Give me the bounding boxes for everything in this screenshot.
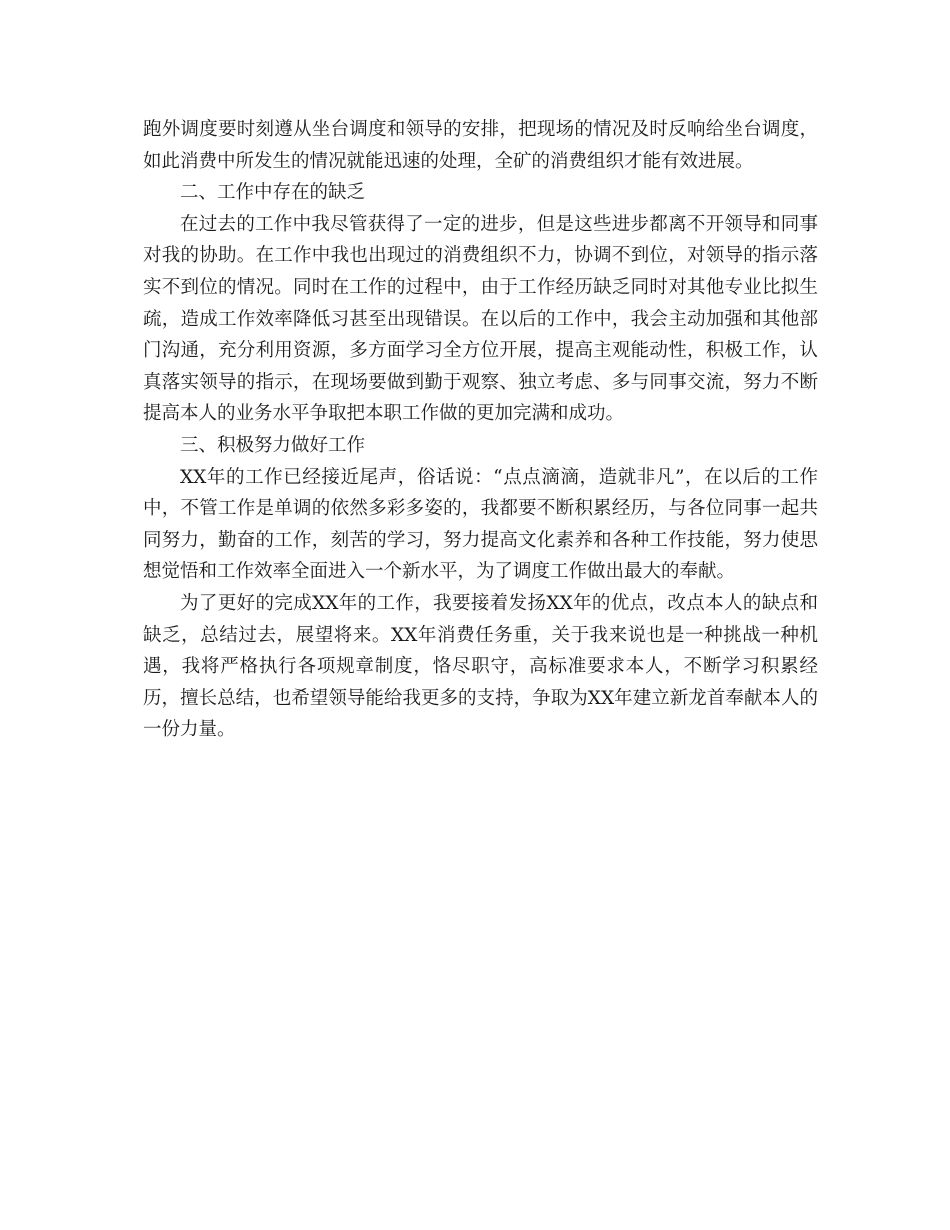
- paragraph-conclusion: 为了更好的完成XX年的工作，我要接着发扬XX年的优点，改点本人的缺点和缺乏，总结过去，展望将来。XX年消费任务重，关于我来说也是一种挑战一种机遇，我将严格执行各项规章制度，恪尽职守，高标准要求本人，不断学习积累经历，擅长总结，也希望领导能给我更多的支持，争取为XX年建立新龙首奉献本人的一份力量。: [143, 592, 818, 741]
- document-body: [143, 114, 818, 746]
- section-heading-efforts: 三、积极努力做好工作: [180, 434, 366, 456]
- paragraph-shortcomings: 在过去的工作中我尽管获得了一定的进步，但是这些进步都离不开领导和同事对我的协助。在工作中我也出现过的消费组织不力，协调不到位，对领导的指示落实不到位的情况。同时在工作的过程中，由于工作经历缺乏同时对其他专业比拟生疏，造成工作效率降低习甚至出现错误。在以后的工作中，我会主动加强和其他部门沟通，充分利用资源，多方面学习全方位开展，提高主观能动性，积极工作，认真落实领导的指示，在现场要做到勤于观察、独立考虑、多与同事交流，努力不断提高本人的业务水平争取把本职工作做的更加完满和成功。: [143, 213, 818, 425]
- section-heading-shortcomings: 二、工作中存在的缺乏: [180, 182, 366, 204]
- paragraph-continuation: 跑外调度要时刻遵从坐台调度和领导的安排，把现场的情况及时反响给坐台调度，如此消费中所发生的情况就能迅速的处理，全矿的消费组织才能有效进展。: [143, 119, 818, 172]
- paragraph-efforts: XX年的工作已经接近尾声，俗话说：“点点滴滴，造就非凡”，在以后的工作中，不管工作是单调的依然多彩多姿的，我都要不断积累经历，与各位同事一起共同努力，勤奋的工作，刻苦的学习，努力提高文化素养和各种工作技能，努力使思想觉悟和工作效率全面进入一个新水平，为了调度工作做出最大的奉献。: [143, 466, 818, 583]
